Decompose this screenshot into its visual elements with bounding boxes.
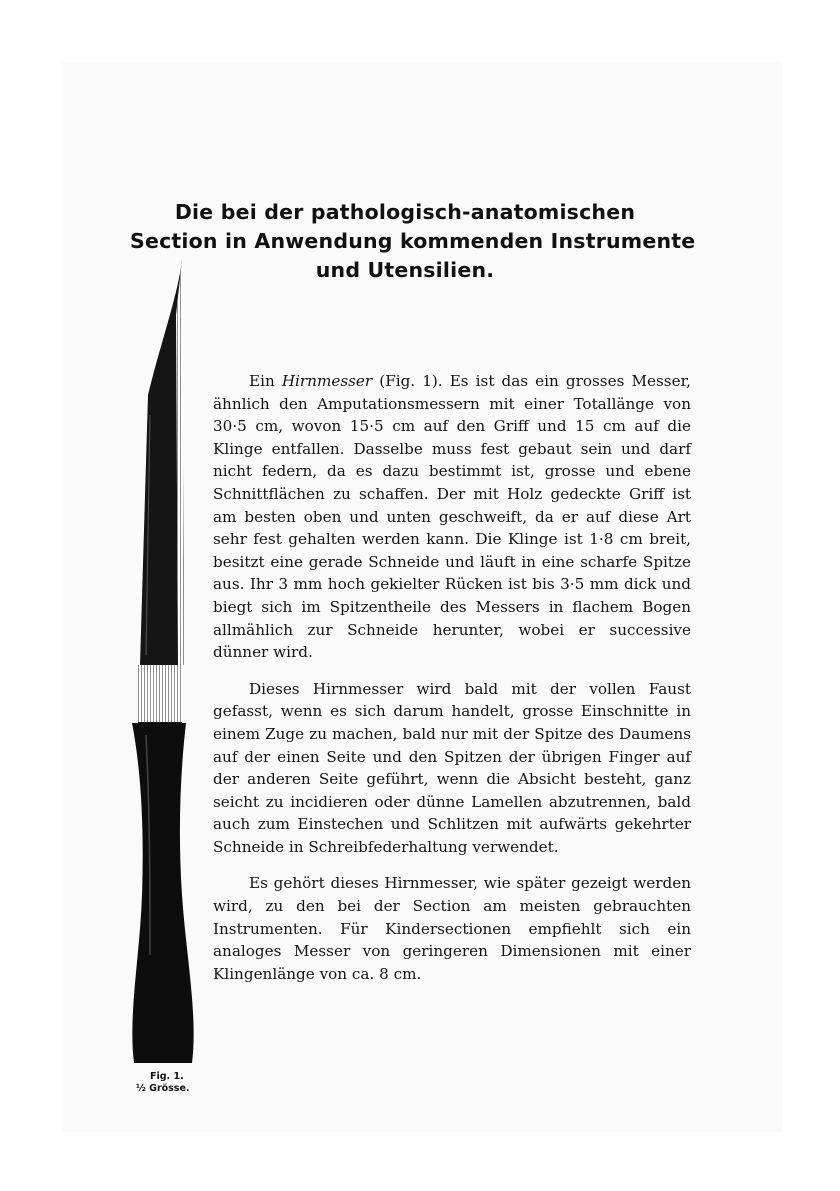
heading-line-1: Die bei der pathologisch-anatomischen <box>174 200 636 224</box>
figure-scale: ½ Grösse. <box>136 1083 190 1094</box>
figure-caption <box>136 1071 216 1095</box>
knife-handle <box>132 723 194 1063</box>
figure-label: Fig. 1. <box>150 1071 184 1082</box>
paragraph-3: Es gehört dieses Hirnmesser, wie später gezeigt werden wird, zu den bei der Section am meisten gebrauchten Instrumenten. Für Kindersectionen empfiehlt sich ein analoges Messer von geringeren Dimensionen mit einer Klingenlänge von ca. 8 cm. <box>213 874 691 983</box>
term-hirnmesser: Hirnmesser <box>281 372 373 390</box>
paragraph-2: Dieses Hirnmesser wird bald mit der vollen Faust gefasst, wenn es sich darum handelt, grosse Einschnitte in einem Zuge zu machen, bald nur mit der Spitze des Daumens auf der einen Seite und den Spitzen der übrigen Finger auf der anderen Seite geführt, wenn die Absicht besteht, ganz seicht zu incidieren oder dünne Lamellen abzutrennen, bald auch zum Einstechen und Schlitzen mit aufwärts gekehrter Schneide in Schreibfederhaltung verwendet. <box>213 679 691 856</box>
heading-line-2: Section in Anwendung kommenden Instrumente <box>130 229 696 253</box>
knife-bolster <box>138 665 182 723</box>
chapter-heading <box>130 198 696 285</box>
paragraph-1-rest: (Fig. 1). Es ist das ein grosses Messer, ähnlich den Amputationsmessern mit einer Totallänge von 30·5 cm, wovon 15·5 cm auf den Griff und 15 cm auf die Klinge entfallen. Dasselbe muss fest gebaut sein und darf nicht federn, da es dazu bestimmt ist, grosse und ebene Schnittflächen zu schaffen. Der mit Holz gedeckte Griff ist am besten oben und unten geschweift, da er auf diese Art sehr fest gehalten werden kann. Die Klinge ist 1·8 cm breit, besitzt eine gerade Schneide und läuft in eine scharfe Spitze aus. Ihr 3 mm hoch gekielter Rücken ist bis 3·5 mm dick und biegt sich im Spitzentheile des Messers in flachem Bogen allmählich zur Schneide herunter, wobei er successive dünner wird. <box>213 372 691 662</box>
brain-knife-illustration <box>120 255 200 1075</box>
heading-line-3: und Utensilien. <box>315 258 495 282</box>
paragraph-1-intro: Ein <box>249 372 282 390</box>
knife-blade <box>140 260 182 665</box>
paragraph-1 <box>213 370 691 664</box>
article-body <box>213 370 691 999</box>
